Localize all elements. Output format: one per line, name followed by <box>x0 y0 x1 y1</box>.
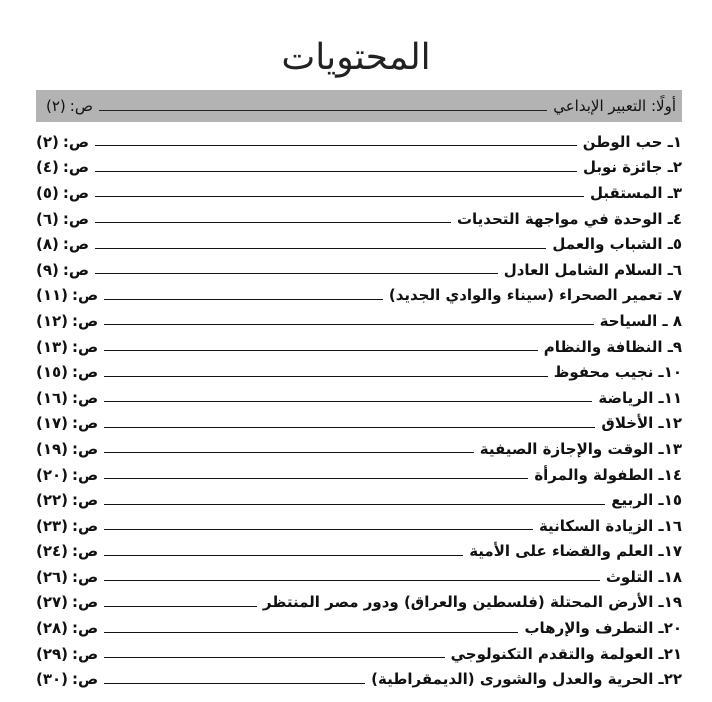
leader-line <box>104 299 383 300</box>
toc-page-ref <box>36 261 89 279</box>
page-number: (١١) <box>36 286 69 305</box>
section-label: أولًا: التعبير الإبداعي <box>553 97 676 115</box>
toc-row <box>36 231 682 257</box>
toc-row <box>36 359 682 385</box>
toc-item-label: ٧ـ تعمير الصحراء (سيناء والوادي الجديد) <box>388 286 682 305</box>
page-number: (١٦) <box>36 388 69 407</box>
toc-item-label: ١٢ـ الأخلاق <box>601 414 682 433</box>
page-prefix: ص: <box>62 183 90 202</box>
page-number: (١٥) <box>36 363 69 382</box>
toc-row <box>36 641 682 667</box>
toc-item-label: ٦ـ السلام الشامل العادل <box>503 260 682 279</box>
page-number: (٥) <box>36 183 59 202</box>
toc-item-label: ١٦ـ الزيادة السكانية <box>538 516 682 535</box>
page-prefix: ص: <box>72 670 99 689</box>
toc-page-ref <box>36 593 98 611</box>
leader-line <box>104 683 365 684</box>
toc-page-ref <box>36 645 98 663</box>
toc-page-ref <box>36 440 98 458</box>
leader-line <box>104 555 463 556</box>
toc-row <box>36 155 682 181</box>
toc-page-ref <box>36 133 89 151</box>
page-prefix: ص: <box>72 491 99 510</box>
toc-row <box>36 487 682 513</box>
toc-page-ref <box>36 466 98 484</box>
toc-page-ref <box>36 338 98 356</box>
leader-line <box>104 350 538 351</box>
leader-line <box>95 222 451 223</box>
page-prefix: ص: <box>72 516 99 535</box>
toc-row <box>36 615 682 641</box>
toc-row <box>36 206 682 232</box>
toc-item-label: ١٥ـ الربيع <box>611 491 682 510</box>
leader-line <box>104 504 605 505</box>
leader-line <box>104 478 528 479</box>
toc-page-ref <box>36 184 89 202</box>
toc-row <box>36 411 682 437</box>
page-number: (٣٠) <box>36 670 69 689</box>
toc-row <box>36 564 682 590</box>
page-prefix: ص: <box>72 465 99 484</box>
toc-page-ref <box>36 542 98 560</box>
section-page-ref <box>46 97 93 115</box>
toc-item-label: ٣ـ المستقبل <box>589 183 682 202</box>
toc-row <box>36 385 682 411</box>
page-prefix: ص: <box>72 414 99 433</box>
page-number: (٢٦) <box>36 567 69 586</box>
toc-row <box>36 436 682 462</box>
page-prefix: ص: <box>72 567 99 586</box>
leader-line <box>95 248 546 249</box>
leader-line <box>104 657 444 658</box>
toc-item-label: ١٩ـ الأرض المحتلة (فلسطين والعراق) ودور مصر المنتظر <box>262 593 682 612</box>
page-number: (٨) <box>36 235 59 254</box>
leader-line <box>95 273 498 274</box>
toc-item-label: ١٣ـ الوقت والإجازة الصيفية <box>479 439 682 458</box>
page-prefix: ص: <box>62 209 90 228</box>
toc-item-label: ١ـ حب الوطن <box>582 132 682 151</box>
toc-row <box>36 513 682 539</box>
page-number: (٩) <box>36 260 59 279</box>
toc-item-label: ١١ـ الرياضة <box>598 388 682 407</box>
leader-line <box>104 401 592 402</box>
toc-row <box>36 129 682 155</box>
page-number: (٢٨) <box>36 619 69 638</box>
page-prefix: ص: <box>72 644 99 663</box>
leader-line <box>104 452 474 453</box>
toc-row <box>36 334 682 360</box>
leader-line <box>95 145 577 146</box>
page-number: (٢) <box>36 132 59 151</box>
toc-item-label: ٤ـ الوحدة في مواجهة التحديات <box>456 209 682 228</box>
page-prefix: ص: <box>72 439 99 458</box>
toc-item-label: ١٤ـ الطفولة والمرأة <box>534 465 682 484</box>
leader-line <box>104 324 593 325</box>
toc-page-ref <box>36 568 98 586</box>
page-number: (١٣) <box>36 337 69 356</box>
page-number: (٢٢) <box>36 491 69 510</box>
toc-item-label: ٩ـ النظافة والنظام <box>543 337 682 356</box>
toc-item-label: ٢ـ جائزة نوبل <box>582 158 682 177</box>
toc-page-ref <box>36 619 98 637</box>
toc-row <box>36 308 682 334</box>
page-prefix: ص: <box>72 311 99 330</box>
toc-item-label: ١٧ـ العلم والقضاء على الأمية <box>469 542 682 561</box>
toc-page-ref <box>36 235 89 253</box>
page-prefix: ص: <box>72 542 99 561</box>
page-prefix: ص: <box>72 388 99 407</box>
page-title: المحتويات <box>281 37 431 78</box>
toc-page-ref <box>36 389 98 407</box>
page-prefix: ص: <box>62 235 90 254</box>
toc-page-ref <box>36 210 89 228</box>
page-number: (٤) <box>36 158 59 177</box>
toc-page-ref <box>36 517 98 535</box>
toc-list <box>36 129 682 692</box>
page-prefix: ص: <box>69 97 93 115</box>
toc-item-label: ٢١ـ العولمة والتقدم التكنولوجي <box>450 644 682 663</box>
leader-line <box>104 427 595 428</box>
toc-page-ref <box>36 312 98 330</box>
leader-line <box>104 376 548 377</box>
toc-row <box>36 666 682 692</box>
section-header <box>36 90 682 122</box>
page-number: (١٧) <box>36 414 69 433</box>
toc-row <box>36 462 682 488</box>
toc-row <box>36 590 682 616</box>
toc-page-ref <box>36 286 98 304</box>
page-prefix: ص: <box>72 619 99 638</box>
toc-row <box>36 257 682 283</box>
page-number: (٢٧) <box>36 593 69 612</box>
toc-row <box>36 180 682 206</box>
page-number: (١٩) <box>36 439 69 458</box>
page-number: (٦) <box>36 209 59 228</box>
toc-item-label: ١٠ـ نجيب محفوظ <box>553 363 682 382</box>
page-prefix: ص: <box>72 337 99 356</box>
page-number: (٢٩) <box>36 644 69 663</box>
page-prefix: ص: <box>62 132 90 151</box>
page-number: (٢٠) <box>36 465 69 484</box>
page-prefix: ص: <box>72 286 99 305</box>
toc-page-ref <box>36 158 89 176</box>
toc-item-label: ٥ـ الشباب والعمل <box>552 235 682 254</box>
page-prefix: ص: <box>72 363 99 382</box>
page-number: (٢٣) <box>36 516 69 535</box>
page-number: (٢٤) <box>36 542 69 561</box>
page-prefix: ص: <box>72 593 99 612</box>
toc-item-label: ٨ ـ السياحة <box>599 311 682 330</box>
page-prefix: ص: <box>62 260 90 279</box>
leader-line <box>104 632 518 633</box>
toc-row <box>36 283 682 309</box>
toc-page-ref <box>36 491 98 509</box>
toc-item-label: ٢٢ـ الحرية والعدل والشورى (الديمقراطية) <box>371 670 682 689</box>
page-prefix: ص: <box>62 158 90 177</box>
toc-row <box>36 539 682 565</box>
toc-page-ref <box>36 670 98 688</box>
toc-item-label: ١٨ـ التلوث <box>605 567 682 586</box>
leader-line <box>104 606 257 607</box>
toc-page-ref <box>36 414 98 432</box>
page-number: (١٢) <box>36 311 69 330</box>
leader-line <box>104 580 600 581</box>
leader-line <box>104 529 533 530</box>
toc-page-ref <box>36 363 98 381</box>
leader-line <box>95 171 577 172</box>
leader-line <box>99 110 547 111</box>
page-number: (٢) <box>46 97 66 115</box>
toc-item-label: ٢٠ـ التطرف والإرهاب <box>524 619 682 638</box>
leader-line <box>95 196 584 197</box>
